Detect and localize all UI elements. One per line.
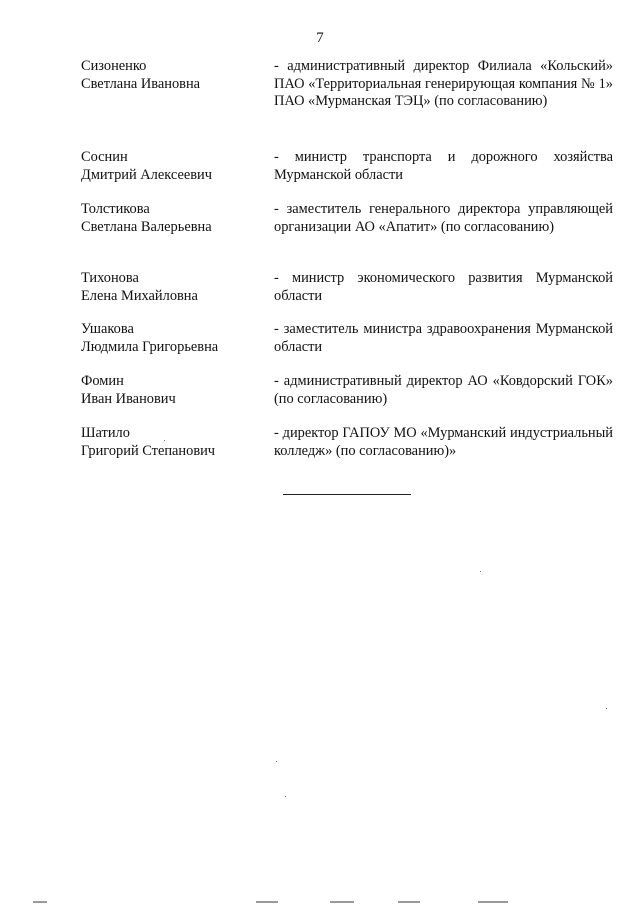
person-given-names: Светлана Валерьевна xyxy=(81,218,212,235)
scan-edge-mark xyxy=(398,901,420,903)
scan-edge-mark xyxy=(256,901,278,903)
person-name xyxy=(81,425,266,460)
person-name xyxy=(81,373,266,408)
scan-speck xyxy=(276,761,277,762)
person-surname: Толстикова xyxy=(81,201,150,217)
person-position: - заместитель генерального директора управляющей организации АО «Апатит» (по согласованию) xyxy=(274,201,613,235)
person-given-names: Дмитрий Алексеевич xyxy=(81,166,212,183)
person-surname: Сизоненко xyxy=(81,58,147,74)
person-name xyxy=(81,149,266,184)
person-position: - министр экономического развития Мурманской области xyxy=(274,270,613,304)
scan-speck xyxy=(480,571,481,572)
person-surname: Соснин xyxy=(81,149,128,165)
scan-edge-mark xyxy=(33,901,47,903)
person-position: - директор ГАПОУ МО «Мурманский индустриальный колледж» (по согласованию)» xyxy=(274,425,613,459)
scan-speck xyxy=(164,440,165,441)
scan-edge-mark xyxy=(478,901,508,903)
person-name xyxy=(81,201,266,236)
person-surname: Ушакова xyxy=(81,321,134,337)
person-position: - министр транспорта и дорожного хозяйства Мурманской области xyxy=(274,149,613,183)
person-name xyxy=(81,270,266,305)
scan-speck xyxy=(606,708,607,709)
person-surname: Тихонова xyxy=(81,270,139,286)
end-divider xyxy=(283,494,411,495)
person-position: - заместитель министра здравоохранения Мурманской области xyxy=(274,321,613,355)
person-position: - административный директор Филиала «Кольский» ПАО «Территориальная генерирующая компания № 1» ПАО «Мурманская ТЭЦ» (по согласованию) xyxy=(274,58,613,110)
person-given-names: Елена Михайловна xyxy=(81,287,198,304)
person-given-names: Светлана Ивановна xyxy=(81,75,201,92)
person-surname: Фомин xyxy=(81,373,124,389)
person-position: - административный директор АО «Ковдорский ГОК» (по согласованию) xyxy=(274,373,613,407)
person-name xyxy=(81,58,266,93)
scan-speck xyxy=(285,796,286,797)
person-given-names: Иван Иванович xyxy=(81,390,176,407)
page-number: 7 xyxy=(316,30,324,46)
person-given-names: Людмила Григорьевна xyxy=(81,338,219,355)
person-name xyxy=(81,321,266,356)
person-surname: Шатило xyxy=(81,425,130,441)
scan-edge-mark xyxy=(330,901,354,903)
person-given-names: Григорий Степанович xyxy=(81,442,216,459)
